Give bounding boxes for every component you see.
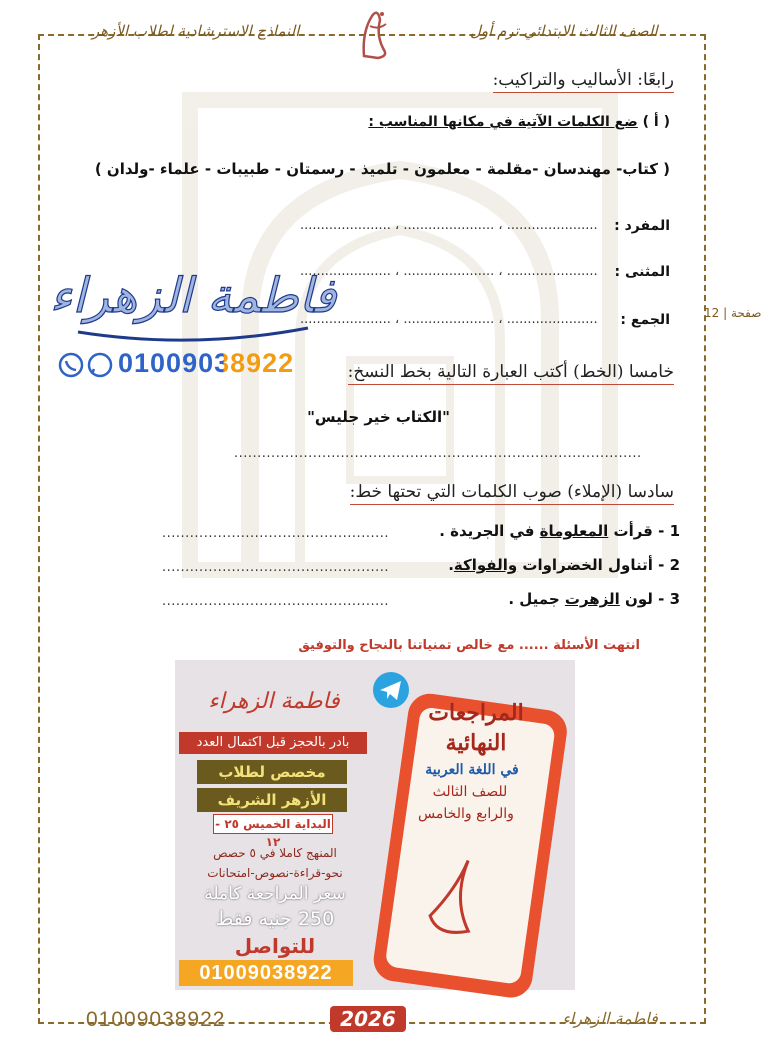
page-number: صفحة | 12 [704,306,761,320]
closing-message: انتهت الأسئلة ...... مع خالص تمنياتنا بالنجاح والتوفيق [298,638,640,653]
spelling-answer-1[interactable]: ................................................. [162,526,389,541]
device-subtitle-1: في اللغة العربية [425,762,519,778]
spelling-answer-3[interactable]: ................................................. [162,594,389,609]
brand-name-text: فاطمة الزهراء [49,268,337,324]
ad-banner-strip: بادر بالحجز قبل اكتمال العدد [179,732,367,754]
header-title: النماذج الاسترشادية لطلاب الأزهر [92,22,300,40]
brand-phone-text: 01009038922 [118,348,295,378]
row-label-dual: المثنى : [614,264,670,280]
ad-box-students: مخصص لطلاب [197,760,347,784]
footer-phone: 01009038922 [86,1008,226,1031]
ad-line-price: 250 جنيه فقط [215,908,335,930]
item-text-after: . [448,556,454,574]
footer-year: 2026 [330,1006,406,1032]
section4-title: رابعًا: الأساليب والتراكيب: [493,70,674,93]
item-text-after: جميل . [508,590,565,608]
item-number: 1 - [658,522,680,540]
answer-dots-singular[interactable]: ...................... ، ...................... ، ...................... [300,218,598,233]
item-text-before: أتناول الخضراوات [517,556,653,574]
section6-title: سادسا (الإملاء) صوب الكلمات التي تحتها خط: [350,482,674,505]
spelling-item-2 [448,556,680,574]
item-number: 2 - [658,556,680,574]
instruction-text: ضع الكلمات الآتية في مكانها المناسب : [368,114,638,130]
section4-instruction [368,114,670,130]
ad-phone[interactable]: 01009038922 [179,960,353,986]
footer-brand-logo [560,1000,660,1034]
row-label-singular: المفرد : [614,218,670,234]
advertisement-banner[interactable] [175,660,575,990]
footer-brand-text: فاطمة الزهراء [562,1009,658,1028]
ad-line-topics: نحو-قراءة-نصوص-امتحانات [207,866,343,880]
answer-dots-plural[interactable]: ...................... ، ...................... ، ...................... [300,312,598,327]
instruction-label: ( أ ) [642,114,670,130]
whatsapp-call-icons [58,352,118,378]
ad-line-curriculum: المنهج كاملا في ٥ حصص [213,846,337,860]
ad-brand-logo [199,678,349,718]
logo-emblem-icon [358,6,392,60]
calligraphy-phrase: "الكتاب خير جليس" [307,408,450,426]
spelling-item-3 [508,590,680,608]
item-number: 3 - [658,590,680,608]
answer-dots-dual[interactable]: ...................... ، ...................... ، ...................... [300,264,598,279]
item-underlined-word: والفواكة [453,556,518,574]
header-grade: الصف الثالث الابتدائي ترم أول [470,22,658,40]
item-text-before: قرأت [608,522,653,540]
spelling-item-1 [439,522,680,540]
device-subtitle-2: للصف الثالث [432,784,508,800]
item-underlined-word: الزهرت [564,590,620,608]
ad-brand-text: فاطمة الزهراء [208,689,340,714]
row-label-plural: الجمع : [620,312,670,328]
item-underlined-word: المعلوماة [539,522,609,540]
ad-line-contact: للتواصل [234,934,316,958]
spelling-answer-2[interactable]: ................................................. [162,560,389,575]
brand-phone [118,348,294,379]
ad-line-price-label: سعر المراجعة كاملة [204,884,346,904]
device-title-1: المراجعات [428,700,524,726]
calligraphy-answer-line[interactable]: ........................................................................................ [234,446,642,461]
ad-start-date: البداية الخميس ٢٥ - ١٢ [213,814,333,834]
device-title-2: النهائية [445,730,507,756]
item-text-after: في الجريدة . [439,522,540,540]
section5-title: خامسا (الخط) أكتب العبارة التالية بخط النسخ: [348,362,674,385]
device-subtitle-3: والرابع والخامس [418,806,514,822]
word-list: ( كتاب- مهندسان -مقلمة - معلمون - تلميذ - رسمتان - طبيبات - علماء -ولدان ) [94,160,670,178]
ad-box-azhar: الأزهر الشريف [197,788,347,812]
item-text-before: لون [619,590,653,608]
